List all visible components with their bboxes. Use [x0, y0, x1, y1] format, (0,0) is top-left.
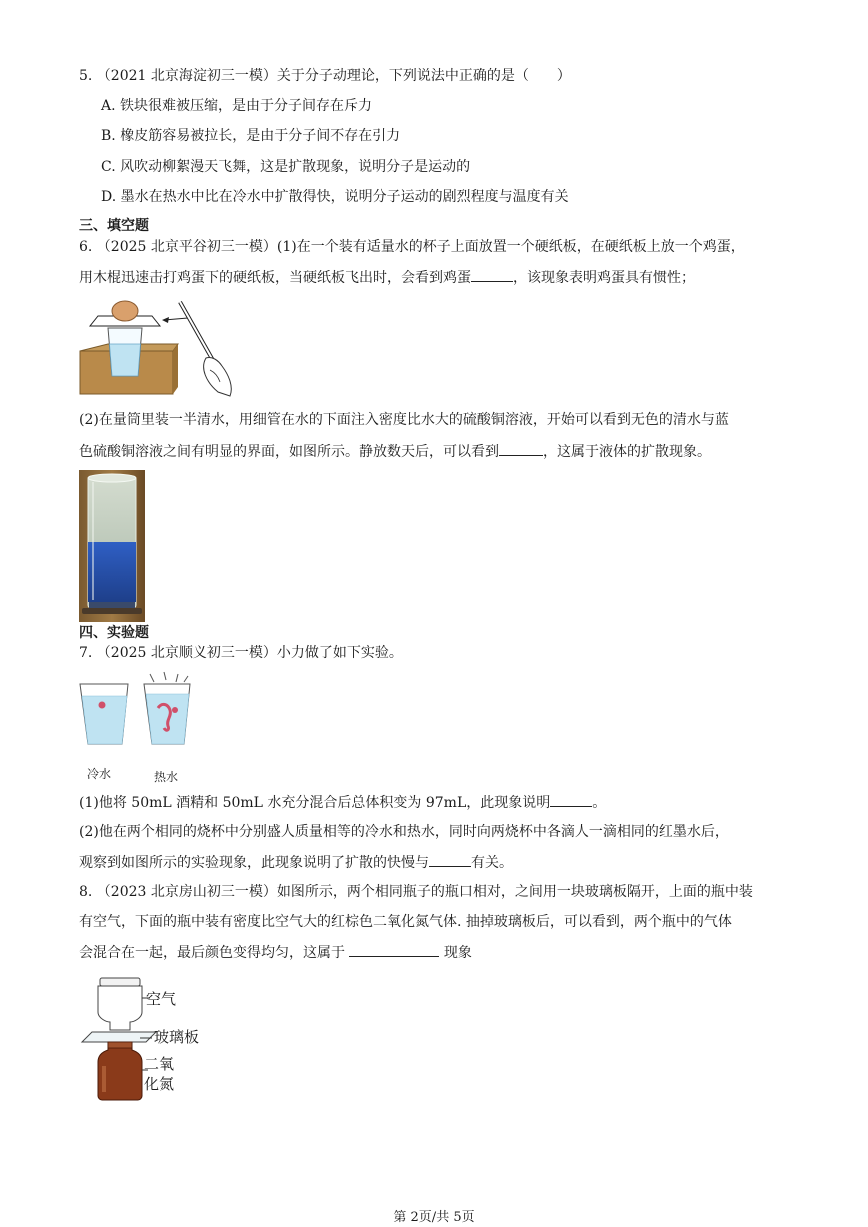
- q6-line2: [79, 267, 695, 288]
- q7-part2-line1: (2)他在两个相同的烧杯中分别盛人质量相等的冷水和热水，同时向两烧杯中各滴人一滴相同的红墨水后，: [79, 824, 729, 840]
- q8-line1: 8. （2023 北京房山初三一模）如图所示，两个相同瓶子的瓶口相对，之间用一块玻璃板隔开，上面的瓶中装: [79, 884, 753, 900]
- q6-part2-line2-part1: 色硫酸铜溶液之间有明显的界面，如图所示。静放数天后，可以看到: [79, 444, 499, 460]
- q7-part1-end: 。: [592, 795, 607, 811]
- label-air: 空气: [146, 990, 177, 1008]
- q7-part1-text: (1)他将 50mL 酒精和 50mL 水充分混合后总体积变为 97mL，此现象说明: [79, 795, 551, 811]
- q7-stem: 7. （2025 北京顺义初三一模）小力做了如下实验。: [79, 645, 403, 661]
- cylinder-diffusion-photo: [79, 470, 145, 622]
- q8-line3: [79, 942, 472, 963]
- egg-inertia-figure: [78, 296, 240, 400]
- q5-option-a: A. 铁块很难被压缩，是由于分子间存在斥力: [101, 98, 373, 114]
- section-heading-fill-in: 三、填空题: [79, 218, 149, 234]
- answer-blank: [429, 852, 471, 867]
- label-no2-line2: 化氮: [144, 1075, 175, 1093]
- answer-blank: [499, 441, 543, 456]
- label-no2-line1: 二氧: [144, 1055, 175, 1073]
- q8-line3-text: 会混合在一起，最后颜色变得均匀，这属于: [79, 945, 350, 961]
- answer-blank: [471, 267, 513, 282]
- q5-option-c: C. 风吹动柳絮漫天飞舞，这是扩散现象，说明分子是运动的: [101, 159, 471, 175]
- q7-part2-line2-text: 观察到如图所示的实验现象，此现象说明了扩散的快慢与: [79, 855, 429, 871]
- q6-line2-part2: ，该现象表明鸡蛋具有惯性；: [513, 270, 695, 286]
- q5-option-d: D. 墨水在热水中比在冷水中扩散得快，说明分子运动的剧烈程度与温度有关: [101, 189, 569, 205]
- answer-blank: [550, 792, 592, 807]
- q6-part2-line2: [79, 441, 711, 462]
- answer-blank: [349, 942, 439, 957]
- label-cold-water: 冷水: [87, 767, 112, 781]
- q8-line3-end: 现象: [439, 945, 472, 961]
- q7-part2-line2-end: 有关。: [471, 855, 513, 871]
- q6-part2-line1: (2)在量筒里装一半清水，用细管在水的下面注入密度比水大的硫酸铜溶液，开始可以看到无色的清水与蓝: [79, 412, 729, 428]
- q6-part2-line2-part2: ，这属于液体的扩散现象。: [543, 444, 711, 460]
- q8-line2: 有空气，下面的瓶中装有密度比空气大的红棕色二氧化氮气体. 抽掉玻璃板后，可以看到，两个瓶中的气体: [79, 914, 732, 930]
- label-glass-plate: 玻璃板: [154, 1028, 200, 1046]
- q7-part1: [79, 792, 606, 813]
- page-number: 第 2页/共 5页: [393, 1210, 475, 1225]
- q6-line2-part1: 用木棍迅速击打鸡蛋下的硬纸板，当硬纸板飞出时，会看到鸡蛋: [79, 270, 471, 286]
- q5-option-b: B. 橡皮筋容易被拉长，是由于分子间不存在引力: [101, 128, 401, 144]
- q7-part2-line2: [79, 852, 513, 873]
- beakers-figure: [78, 670, 198, 750]
- q6-line1: 6. （2025 北京平谷初三一模）(1)在一个装有适量水的杯子上面放置一个硬纸板，在硬纸板上放一个鸡蛋，: [79, 239, 745, 255]
- label-hot-water: 热水: [154, 770, 179, 784]
- section-heading-experiment: 四、实验题: [79, 625, 149, 641]
- q5-stem: 5. （2021 北京海淀初三一模）关于分子动理论，下列说法中正确的是（ ）: [79, 68, 571, 84]
